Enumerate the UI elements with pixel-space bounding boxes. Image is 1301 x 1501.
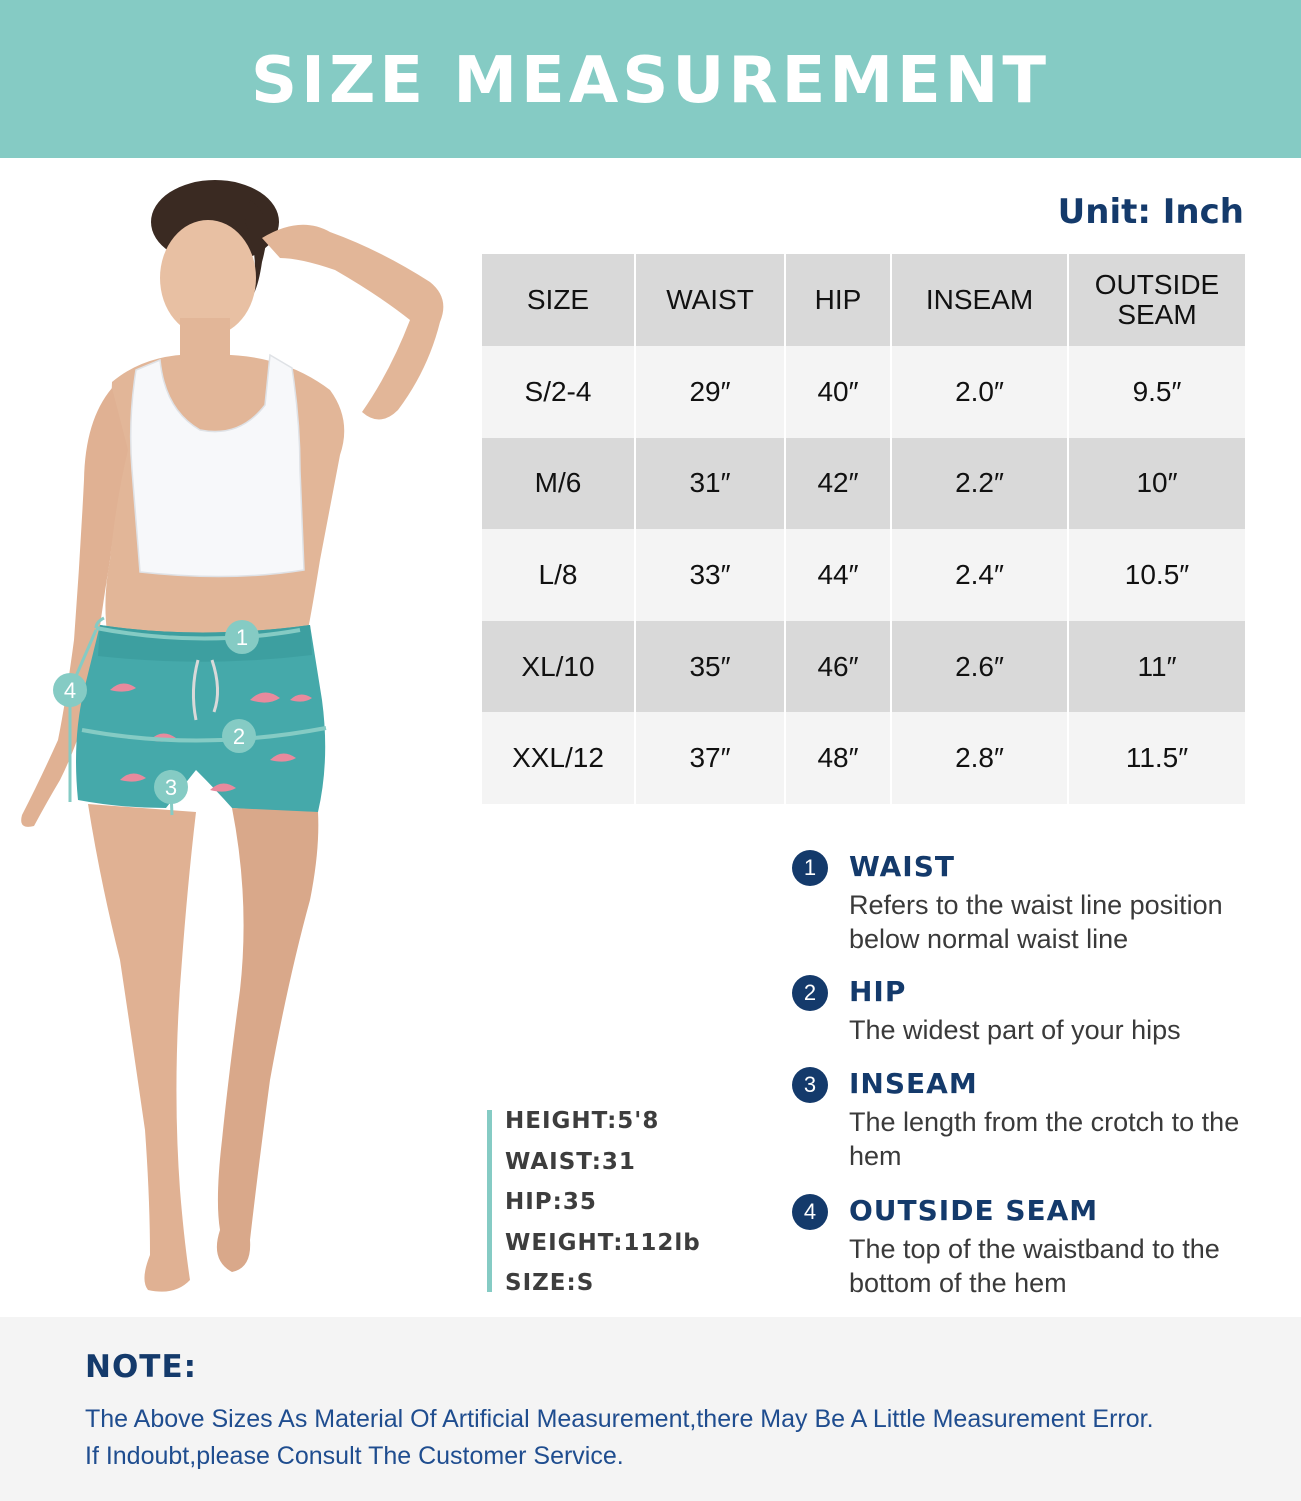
legend-description: The length from the crotch to the hem: [849, 1107, 1240, 1171]
svg-text:1: 1: [235, 625, 249, 650]
marker-2: [222, 719, 256, 753]
table-cell: XL/10: [482, 621, 635, 713]
note-title: NOTE:: [85, 1349, 198, 1385]
column-header-inseam: INSEAM: [891, 254, 1068, 346]
table-cell: 2.4″: [891, 529, 1068, 621]
model-illustration: [0, 170, 470, 1310]
table-cell: 29″: [635, 346, 785, 438]
table-cell: 10″: [1068, 438, 1245, 530]
page-title: SIZE MEASUREMENT: [251, 44, 1050, 118]
table-cell: 10.5″: [1068, 529, 1245, 621]
marker-1: [225, 620, 259, 654]
stat-waist: WAIST:31: [505, 1148, 636, 1175]
column-header-hip: HIP: [785, 254, 891, 346]
table-row: [482, 346, 1245, 438]
table-cell: 35″: [635, 621, 785, 713]
unit-label: Unit: Inch: [1057, 192, 1244, 232]
table-cell: 2.6″: [891, 621, 1068, 713]
table-cell: 9.5″: [1068, 346, 1245, 438]
note-line: If Indoubt,please Consult The Customer Service.: [85, 1442, 624, 1470]
table-cell: 2.0″: [891, 346, 1068, 438]
table-cell: 11″: [1068, 621, 1245, 713]
stat-height: HEIGHT:5'8: [505, 1108, 660, 1134]
legend-title: WAIST: [849, 850, 955, 883]
table-cell: 44″: [785, 529, 891, 621]
number-badge: 1: [792, 850, 828, 886]
table-cell: 48″: [785, 712, 891, 804]
table-row: [482, 712, 1245, 804]
marker-3: [154, 770, 188, 804]
svg-text:4: 4: [63, 678, 77, 703]
legend-description: Refers to the waist line position below normal waist line: [849, 890, 1223, 954]
table-cell: 42″: [785, 438, 891, 530]
table-cell: L/8: [482, 529, 635, 621]
table-cell: M/6: [482, 438, 635, 530]
marker-4: [53, 673, 87, 707]
table-cell: XXL/12: [482, 712, 635, 804]
note-section: [0, 1317, 1301, 1501]
column-header-outside-seam: OUTSIDE SEAM: [1068, 254, 1245, 346]
table-cell: 37″: [635, 712, 785, 804]
legend-title: INSEAM: [849, 1067, 978, 1100]
svg-text:3: 3: [164, 775, 178, 800]
table-cell: 46″: [785, 621, 891, 713]
table-cell: 2.2″: [891, 438, 1068, 530]
legend-title: OUTSIDE SEAM: [849, 1194, 1099, 1227]
stat-hip: HIP:35: [505, 1189, 597, 1215]
svg-text:2: 2: [232, 724, 246, 749]
number-badge: 2: [792, 975, 828, 1011]
table-header-row: [482, 254, 1245, 346]
model-stats: [487, 1108, 737, 1296]
column-header-waist: WAIST: [635, 254, 785, 346]
table-row: [482, 529, 1245, 621]
table-cell: 40″: [785, 346, 891, 438]
column-header-size: SIZE: [482, 254, 635, 346]
stat-size: SIZE:S: [505, 1270, 595, 1296]
legend-title: HIP: [849, 975, 907, 1008]
table-cell: 11.5″: [1068, 712, 1245, 804]
table-row: [482, 621, 1245, 713]
table-cell: 2.8″: [891, 712, 1068, 804]
legend-description: The top of the waistband to the bottom of the hem: [849, 1234, 1220, 1298]
number-badge: 4: [792, 1194, 828, 1230]
size-chart-table: [482, 254, 1245, 804]
number-badge: 3: [792, 1067, 828, 1103]
table-cell: 31″: [635, 438, 785, 530]
table-cell: S/2-4: [482, 346, 635, 438]
legend-description: The widest part of your hips: [849, 1015, 1181, 1045]
header-banner: [0, 0, 1301, 158]
stat-weight: WEIGHT:112lb: [505, 1229, 701, 1256]
table-row: [482, 438, 1245, 530]
note-line: The Above Sizes As Material Of Artificial Measurement,there May Be A Little Measurement Error.: [85, 1405, 1154, 1433]
table-cell: 33″: [635, 529, 785, 621]
note-text: [85, 1401, 1265, 1475]
